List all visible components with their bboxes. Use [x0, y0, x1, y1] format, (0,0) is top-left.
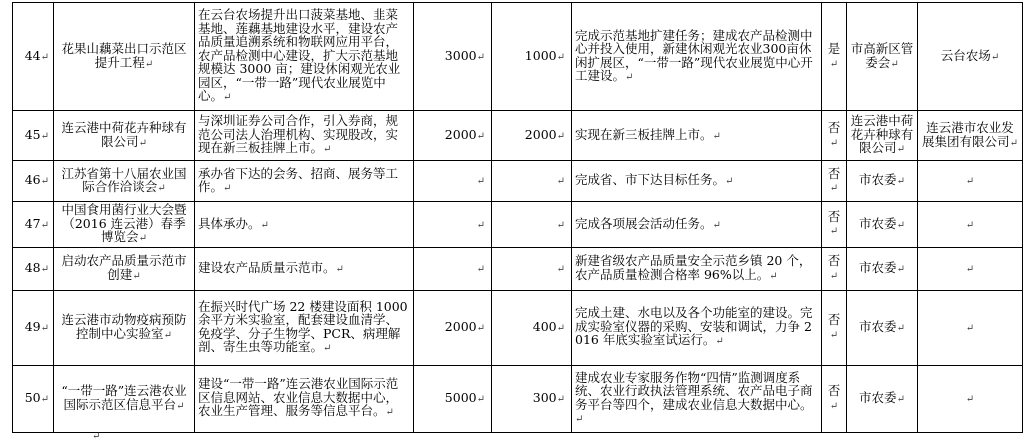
- annual-investment-cell: [492, 290, 572, 365]
- responsible-unit-cell: [918, 161, 1023, 202]
- paragraph-mark: ↵: [40, 219, 49, 231]
- annual-investment: 300: [532, 389, 557, 405]
- key-project-flag: 否: [827, 208, 841, 224]
- project-content: 具体承办。: [198, 215, 261, 231]
- annual-goal: 建成农业专家服务作物“四情”监测调度系统、农业行政执法管理系统、农产品电子商务平台等四个，建成农业信息大数据中心。: [575, 369, 813, 412]
- paragraph-mark: ↵: [323, 343, 332, 354]
- annual-goal-cell: [572, 365, 822, 432]
- key-project-flag: 否: [827, 165, 841, 181]
- project-name: 连云港市动物疫病预防控制中心实验室: [61, 312, 187, 341]
- paragraph-mark: ↵: [896, 393, 905, 405]
- paragraph-mark: ↵: [556, 322, 565, 334]
- key-project-flag: 是: [827, 41, 841, 56]
- row-number-cell: [13, 3, 54, 111]
- row-number: 50: [24, 389, 41, 405]
- project-name-cell: [54, 247, 195, 290]
- paragraph-mark: ↵: [476, 130, 485, 142]
- paragraph-mark: ↵: [138, 233, 147, 244]
- responsible-unit: 云台农场: [940, 47, 991, 63]
- lead-department: 市农委: [859, 318, 897, 334]
- responsible-unit-cell: [918, 3, 1023, 111]
- project-name: 连云港中荷花卉种球有限公司: [61, 120, 187, 149]
- total-investment-cell: [414, 161, 492, 202]
- total-investment: 5000: [444, 389, 477, 405]
- annual-investment-cell: [492, 111, 572, 161]
- paragraph-mark: ↵: [40, 322, 49, 334]
- total-investment: 2000: [444, 318, 477, 334]
- annual-goal-cell: [572, 161, 822, 202]
- paragraph-mark: ↵: [712, 130, 721, 142]
- row-number: 47: [24, 215, 41, 231]
- paragraph-mark: ↵: [896, 263, 905, 275]
- key-project-flag-cell: [822, 365, 847, 432]
- total-investment: 3000: [444, 47, 477, 63]
- project-name: 启动农产品质量示范市创建: [61, 253, 187, 282]
- project-content-cell: [195, 3, 414, 111]
- paragraph-mark: ↵: [476, 176, 485, 188]
- annual-goal-cell: [572, 247, 822, 290]
- paragraph-mark: ↵: [965, 393, 975, 405]
- lead-department-cell: [847, 111, 918, 161]
- row-number: 45: [24, 126, 41, 142]
- paragraph-mark: ↵: [476, 219, 485, 231]
- annual-goal-cell: [572, 290, 822, 365]
- key-project-flag: 否: [827, 312, 841, 327]
- annual-goal: 完成土建、水电以及各个功能室的建设。完成实验室仪器的采购、安装和调试，力争 2016 年底实验室试运行。: [575, 305, 813, 348]
- paragraph-mark: ↵: [40, 176, 49, 188]
- paragraph-mark: ↵: [896, 322, 905, 334]
- paragraph-mark: ↵: [176, 400, 185, 412]
- project-content-cell: [195, 365, 414, 432]
- annual-goal: 完成示范基地扩建任务；建成农产品检测中心并投入使用，新建休闲观光农业300亩休闲扩展区，“一带一路”现代农业展览中心开工建设。: [575, 27, 813, 83]
- paragraph-mark: ↵: [157, 183, 166, 194]
- paragraph-mark: ↵: [896, 219, 905, 231]
- annual-investment-cell: [492, 161, 572, 202]
- project-name-cell: [54, 202, 195, 248]
- table-row: [13, 202, 1023, 248]
- project-name-cell: [54, 3, 195, 111]
- lead-department: 市农委: [859, 215, 897, 231]
- project-content: 承办省下达的会务、招商、展务等工作。: [198, 165, 399, 194]
- row-number-cell: [13, 290, 54, 365]
- paragraph-mark: ↵: [715, 336, 724, 348]
- paragraph-mark: ↵: [965, 263, 975, 275]
- total-investment-cell: [414, 111, 492, 161]
- paragraph-mark: ↵: [829, 137, 839, 149]
- project-content-cell: [195, 290, 414, 365]
- paragraph-mark: ↵: [556, 176, 565, 188]
- paragraph-mark: ↵: [476, 322, 485, 334]
- project-content: 在云台农场提升出口菠菜基地、韭菜基地、莲藕基地建设水平，建设农产品质量追溯系统和物联网应用平台，农产品检测中心建设，扩大示范基地规模达 3000 亩；建设休闲观光农业园区，“一带一路”现代农业展览中心。: [198, 7, 401, 104]
- paragraph-mark: ↵: [323, 144, 332, 156]
- paragraph-mark: ↵: [223, 183, 232, 194]
- lead-department: 市农委: [859, 172, 897, 188]
- lead-department-cell: [847, 365, 918, 432]
- paragraph-mark: ↵: [476, 51, 485, 63]
- project-content-cell: [195, 111, 414, 161]
- paragraph-mark: ↵: [132, 270, 141, 282]
- paragraph-mark: ↵: [829, 226, 839, 238]
- paragraph-mark: ↵: [990, 51, 1000, 63]
- project-content-cell: [195, 202, 414, 248]
- total-investment-cell: [414, 202, 492, 248]
- total-investment-cell: [414, 290, 492, 365]
- project-name: “一带一路”连云港农业国际示范区信息平台: [61, 383, 187, 412]
- paragraph-mark: ↵: [829, 270, 839, 282]
- project-name: 江苏省第十八届农业国际合作洽谈会: [61, 165, 187, 194]
- project-content: 与深圳证券公司合作，引入券商，规范公司法人治理机构、实现股改，实现在新三板挂牌上市。: [198, 113, 399, 156]
- paragraph-mark: ↵: [1009, 137, 1018, 149]
- annual-investment-cell: [492, 365, 572, 432]
- project-name: 中国食用菌行业大会暨（2016 连云港）春季博览会: [61, 202, 187, 244]
- paragraph-mark: ↵: [476, 393, 485, 405]
- paragraph-mark: ↵: [575, 414, 584, 425]
- annual-investment: 400: [532, 318, 557, 334]
- paragraph-mark: ↵: [556, 219, 565, 231]
- row-number-cell: [13, 365, 54, 432]
- paragraph-mark: ↵: [40, 51, 49, 63]
- annual-goal-cell: [572, 202, 822, 248]
- paragraph-mark: ↵: [335, 263, 344, 275]
- project-content: 建设“一带一路”连云港农业国际示范区信息网站、农业信息大数据中心，农业生产管理、服务等信息平台。: [198, 376, 399, 419]
- paragraph-mark: ↵: [385, 407, 394, 419]
- responsible-unit-cell: [918, 247, 1023, 290]
- row-number: 44: [24, 47, 41, 63]
- table-row: [13, 111, 1023, 161]
- paragraph-mark: ↵: [829, 329, 839, 341]
- total-investment-cell: [414, 3, 492, 111]
- row-number-cell: [13, 202, 54, 248]
- paragraph-mark: ↵: [92, 431, 101, 442]
- key-project-flag: 否: [827, 120, 841, 135]
- key-project-flag-cell: [822, 202, 847, 248]
- responsible-unit-cell: [918, 111, 1023, 161]
- lead-department: 连云港中荷花卉种球有限公司: [850, 113, 914, 156]
- paragraph-mark: ↵: [556, 393, 565, 405]
- project-table: [12, 2, 1023, 433]
- responsible-unit: 连云港市农业发展集团有限公司: [922, 120, 1014, 149]
- project-content-cell: [195, 161, 414, 202]
- paragraph-mark: ↵: [40, 263, 49, 275]
- paragraph-mark: ↵: [829, 58, 839, 70]
- annual-goal: 完成各项展会活动任务。: [575, 215, 713, 231]
- paragraph-mark: ↵: [896, 144, 905, 156]
- paragraph-mark: ↵: [138, 137, 147, 149]
- table-body: [13, 3, 1023, 433]
- lead-department-cell: [847, 290, 918, 365]
- annual-goal-cell: [572, 3, 822, 111]
- project-name-cell: [54, 111, 195, 161]
- table-row: [13, 290, 1023, 365]
- lead-department-cell: [847, 202, 918, 248]
- table-row: [13, 161, 1023, 202]
- lead-department: 市高新区管委会: [850, 41, 914, 70]
- annual-investment-cell: [492, 247, 572, 290]
- paragraph-mark: ↵: [769, 270, 778, 282]
- paragraph-mark: ↵: [625, 72, 634, 83]
- key-project-flag: 否: [827, 383, 841, 398]
- annual-goal-cell: [572, 111, 822, 161]
- responsible-unit-cell: [918, 202, 1023, 248]
- paragraph-mark: ↵: [556, 130, 565, 142]
- key-project-flag-cell: [822, 161, 847, 202]
- key-project-flag-cell: [822, 290, 847, 365]
- lead-department-cell: [847, 247, 918, 290]
- key-project-flag-cell: [822, 111, 847, 161]
- project-name-cell: [54, 290, 195, 365]
- paragraph-mark: ↵: [965, 322, 975, 334]
- annual-investment-cell: [492, 202, 572, 248]
- paragraph-mark: ↵: [725, 176, 734, 188]
- paragraph-mark: ↵: [476, 263, 485, 275]
- key-project-flag-cell: [822, 3, 847, 111]
- project-content-cell: [195, 247, 414, 290]
- lead-department: 市农委: [859, 259, 897, 275]
- annual-investment: 2000: [524, 126, 557, 142]
- paragraph-mark: ↵: [223, 92, 232, 104]
- paragraph-mark: ↵: [40, 393, 49, 405]
- paragraph-mark: ↵: [965, 176, 975, 188]
- annual-investment-cell: [492, 3, 572, 111]
- paragraph-mark: ↵: [40, 130, 49, 142]
- annual-goal: 新建省级农产品质量安全示范乡镇 20 个，农产品质量检测合格率 96%以上。: [575, 253, 812, 282]
- paragraph-mark: ↵: [829, 183, 839, 194]
- project-content: 在振兴时代广场 22 楼建设面积 1000 余平方米实验室，配套建设血清学、免疫学、分子生物学、PCR、病理解剖、寄生虫等功能室。: [198, 298, 408, 354]
- project-content: 建设农产品质量示范市。: [198, 259, 336, 275]
- row-number: 49: [24, 318, 41, 334]
- table-row: [13, 3, 1023, 111]
- total-investment-cell: [414, 247, 492, 290]
- total-investment-cell: [414, 365, 492, 432]
- row-number-cell: [13, 247, 54, 290]
- paragraph-mark: ↵: [890, 58, 899, 70]
- responsible-unit-cell: [918, 290, 1023, 365]
- paragraph-mark: ↵: [144, 58, 154, 70]
- paragraph-mark: ↵: [712, 219, 721, 231]
- table-row: [13, 365, 1023, 432]
- paragraph-mark: ↵: [965, 219, 975, 231]
- row-number: 48: [24, 259, 41, 275]
- total-investment: 2000: [444, 126, 477, 142]
- lead-department-cell: [847, 161, 918, 202]
- paragraph-mark: ↵: [829, 400, 839, 412]
- lead-department-cell: [847, 3, 918, 111]
- paragraph-mark: ↵: [260, 219, 269, 231]
- annual-goal: 实现在新三板挂牌上市。: [575, 126, 713, 142]
- project-name-cell: [54, 365, 195, 432]
- paragraph-mark: ↵: [163, 329, 172, 341]
- annual-investment: 1000: [524, 47, 557, 63]
- key-project-flag: 否: [827, 253, 841, 268]
- row-number-cell: [13, 161, 54, 202]
- project-name: 花果山藕菜出口示范区提升工程: [61, 41, 187, 70]
- row-number-cell: [13, 111, 54, 161]
- paragraph-mark: ↵: [556, 263, 565, 275]
- paragraph-mark: ↵: [896, 176, 905, 188]
- key-project-flag-cell: [822, 247, 847, 290]
- paragraph-mark: ↵: [556, 51, 565, 63]
- lead-department: 市农委: [859, 389, 897, 405]
- project-name-cell: [54, 161, 195, 202]
- annual-goal: 完成省、市下达目标任务。: [575, 172, 726, 188]
- table-row: [13, 247, 1023, 290]
- responsible-unit-cell: [918, 365, 1023, 432]
- row-number: 46: [24, 172, 41, 188]
